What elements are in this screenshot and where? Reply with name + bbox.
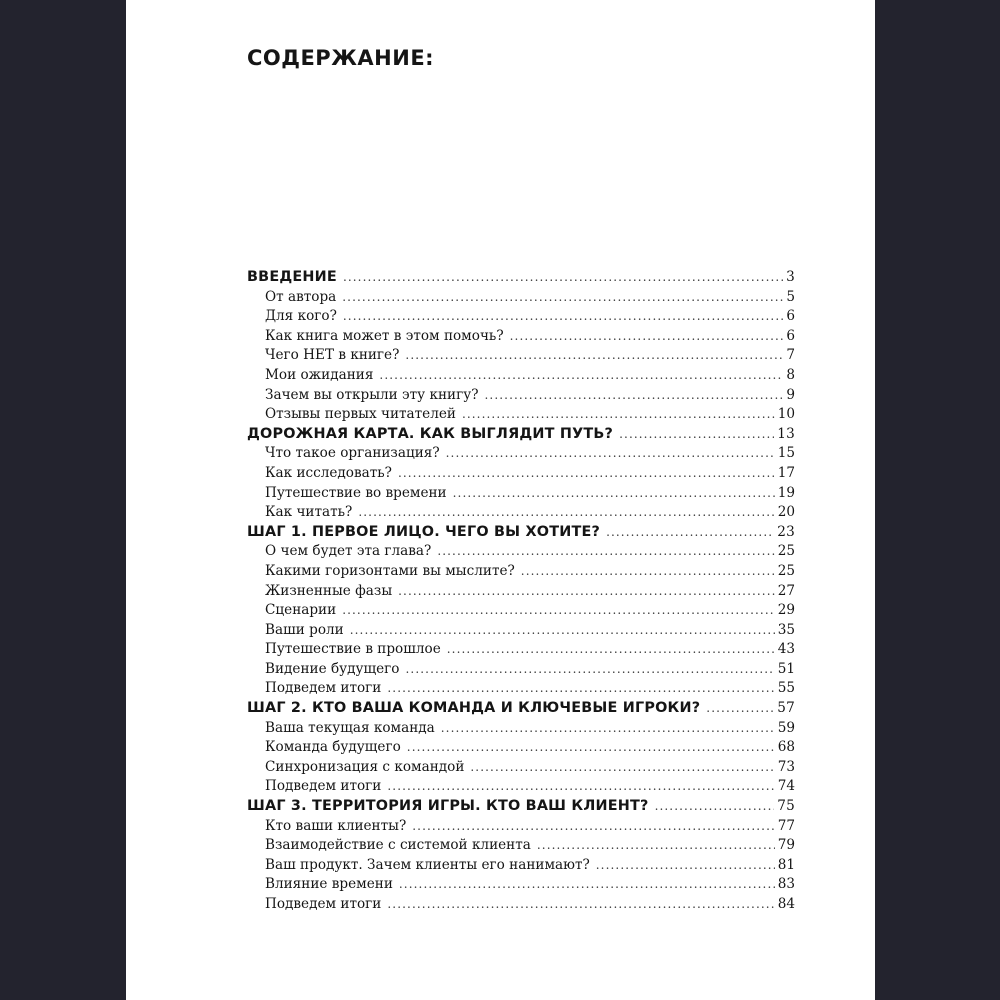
dot-leader — [343, 307, 783, 327]
toc-entry-label: Мои ожидания — [265, 366, 374, 383]
dot-leader — [619, 425, 774, 445]
toc-entry-row — [247, 386, 795, 406]
toc-page-number: 5 — [786, 288, 795, 305]
dot-leader — [342, 601, 775, 621]
toc-page-number: 25 — [777, 543, 795, 560]
dot-leader — [350, 621, 775, 641]
toc-entry-label: Зачем вы открыли эту книгу? — [265, 386, 479, 403]
toc-page-number: 51 — [777, 660, 795, 677]
toc-page-number: 10 — [777, 406, 795, 423]
dot-leader — [412, 817, 774, 837]
toc-entry-label: ШАГ 3. ТЕРРИТОРИЯ ИГРЫ. КТО ВАШ КЛИЕНТ? — [247, 798, 649, 815]
dot-leader — [387, 679, 774, 699]
dot-leader — [655, 797, 775, 817]
toc-entry-row — [247, 875, 795, 895]
toc-page-number: 13 — [777, 425, 795, 442]
toc-entry-label: Как исследовать? — [265, 464, 392, 481]
toc-entry-label: Кто ваши клиенты? — [265, 817, 407, 834]
dot-leader — [510, 327, 784, 347]
toc-entry-label: Жизненные фазы — [265, 582, 393, 599]
dot-leader — [437, 542, 774, 562]
dot-leader — [398, 582, 775, 602]
toc-page-number: 77 — [777, 817, 795, 834]
toc-entry-row — [247, 621, 795, 641]
toc-entry-label: Подведем итоги — [265, 778, 382, 795]
dot-leader — [398, 464, 775, 484]
dot-leader — [446, 444, 775, 464]
toc-entry-label: ШАГ 2. КТО ВАША КОМАНДА И КЛЮЧЕВЫЕ ИГРОКИ? — [247, 700, 701, 717]
dot-leader — [407, 738, 775, 758]
toc-entry-row — [247, 817, 795, 837]
toc-page-number: 74 — [777, 778, 795, 795]
dot-leader — [521, 562, 775, 582]
toc-entry-label: Как книга может в этом помочь? — [265, 327, 504, 344]
toc-entry-label: Влияние времени — [265, 876, 393, 893]
table-of-contents — [247, 268, 795, 915]
toc-section-row — [247, 699, 795, 719]
toc-entry-row — [247, 366, 795, 386]
dot-leader — [379, 366, 783, 386]
dot-leader — [406, 660, 775, 680]
dot-leader — [358, 503, 774, 523]
toc-page-number: 6 — [786, 308, 795, 325]
toc-page-number: 35 — [777, 621, 795, 638]
toc-page-number: 84 — [777, 896, 795, 912]
toc-entry-label: Путешествие в прошлое — [265, 641, 441, 658]
toc-entry-row — [247, 660, 795, 680]
toc-entry-row — [247, 444, 795, 464]
dot-leader — [387, 777, 774, 797]
dot-leader — [453, 484, 775, 504]
toc-page-number: 27 — [777, 582, 795, 599]
dot-leader — [343, 268, 783, 288]
toc-entry-row — [247, 562, 795, 582]
page-title: СОДЕРЖАНИЕ: — [247, 46, 435, 70]
toc-entry-label: Ваш продукт. Зачем клиенты его нанимают? — [265, 856, 590, 873]
toc-entry-row — [247, 679, 795, 699]
toc-entry-label: Сценарии — [265, 602, 337, 619]
toc-entry-label: Ваша текущая команда — [265, 719, 435, 736]
toc-entry-row — [247, 719, 795, 739]
toc-entry-row — [247, 836, 795, 856]
toc-page-number: 68 — [777, 739, 795, 756]
toc-entry-row — [247, 758, 795, 778]
toc-page-number: 83 — [777, 876, 795, 893]
toc-entry-label: Для кого? — [265, 308, 337, 325]
toc-page-number: 7 — [786, 347, 795, 364]
dot-leader — [537, 836, 775, 856]
dot-leader — [405, 346, 783, 366]
toc-entry-label: Видение будущего — [265, 660, 400, 677]
toc-entry-row — [247, 484, 795, 504]
toc-entry-row — [247, 464, 795, 484]
toc-entry-label: О чем будет эта глава? — [265, 543, 432, 560]
toc-entry-row — [247, 856, 795, 876]
dot-leader — [441, 719, 775, 739]
toc-entry-row — [247, 346, 795, 366]
toc-page-number: 73 — [777, 758, 795, 775]
dot-leader — [606, 523, 774, 543]
toc-entry-row — [247, 288, 795, 308]
toc-entry-row — [247, 777, 795, 797]
toc-page-number: 57 — [777, 700, 795, 717]
toc-entry-row — [247, 582, 795, 602]
toc-page-number: 23 — [777, 523, 795, 540]
toc-entry-label: Ваши роли — [265, 621, 344, 638]
toc-entry-label: ВВЕДЕНИЕ — [247, 269, 337, 285]
toc-page-number: 25 — [777, 562, 795, 579]
toc-entry-label: ШАГ 1. ПЕРВОЕ ЛИЦО. ЧЕГО ВЫ ХОТИТЕ? — [247, 523, 601, 540]
dot-leader — [706, 699, 774, 719]
toc-section-row — [247, 797, 795, 817]
dot-leader — [387, 895, 774, 915]
dot-leader — [485, 386, 784, 406]
toc-page-number: 29 — [777, 602, 795, 619]
toc-page-number: 59 — [777, 719, 795, 736]
toc-section-row — [247, 523, 795, 543]
toc-entry-label: Путешествие во времени — [265, 484, 447, 501]
toc-section-row — [247, 425, 795, 445]
book-page — [126, 0, 875, 1000]
toc-entry-label: ДОРОЖНАЯ КАРТА. КАК ВЫГЛЯДИТ ПУТЬ? — [247, 425, 614, 442]
dot-leader — [399, 875, 775, 895]
toc-entry-row — [247, 640, 795, 660]
toc-entry-row — [247, 503, 795, 523]
dot-leader — [462, 405, 775, 425]
toc-entry-label: Какими горизонтами вы мыслите? — [265, 562, 515, 579]
toc-entry-row — [247, 738, 795, 758]
toc-page-number: 43 — [777, 641, 795, 658]
toc-page-number: 6 — [786, 327, 795, 344]
toc-entry-row — [247, 327, 795, 347]
dot-leader — [596, 856, 775, 876]
toc-entry-label: Подведем итоги — [265, 896, 382, 912]
toc-page-number: 81 — [777, 856, 795, 873]
dot-leader — [342, 288, 783, 308]
toc-page-number: 15 — [777, 445, 795, 462]
toc-section-row — [247, 268, 795, 288]
toc-entry-label: Отзывы первых читателей — [265, 406, 456, 423]
toc-entry-label: От автора — [265, 288, 337, 305]
toc-entry-row — [247, 601, 795, 621]
toc-entry-label: Как читать? — [265, 504, 353, 521]
toc-entry-label: Синхронизация с командой — [265, 758, 465, 775]
toc-entry-label: Чего НЕТ в книге? — [265, 347, 400, 364]
toc-page-number: 20 — [777, 504, 795, 521]
toc-page-number: 3 — [786, 269, 795, 285]
toc-entry-row — [247, 405, 795, 425]
toc-entry-row — [247, 542, 795, 562]
toc-page-number: 75 — [777, 798, 795, 815]
dot-leader — [470, 758, 774, 778]
toc-page-number: 79 — [777, 837, 795, 854]
toc-entry-label: Команда будущего — [265, 739, 401, 756]
toc-entry-label: Подведем итоги — [265, 680, 382, 697]
toc-page-number: 9 — [786, 386, 795, 403]
toc-page-number: 17 — [777, 464, 795, 481]
toc-page-number: 19 — [777, 484, 795, 501]
dot-leader — [447, 640, 775, 660]
toc-entry-label: Взаимодействие с системой клиента — [265, 837, 531, 854]
toc-entry-row — [247, 307, 795, 327]
toc-page-number: 8 — [786, 366, 795, 383]
toc-page-number: 55 — [777, 680, 795, 697]
toc-entry-row — [247, 895, 795, 915]
toc-entry-label: Что такое организация? — [265, 445, 440, 462]
